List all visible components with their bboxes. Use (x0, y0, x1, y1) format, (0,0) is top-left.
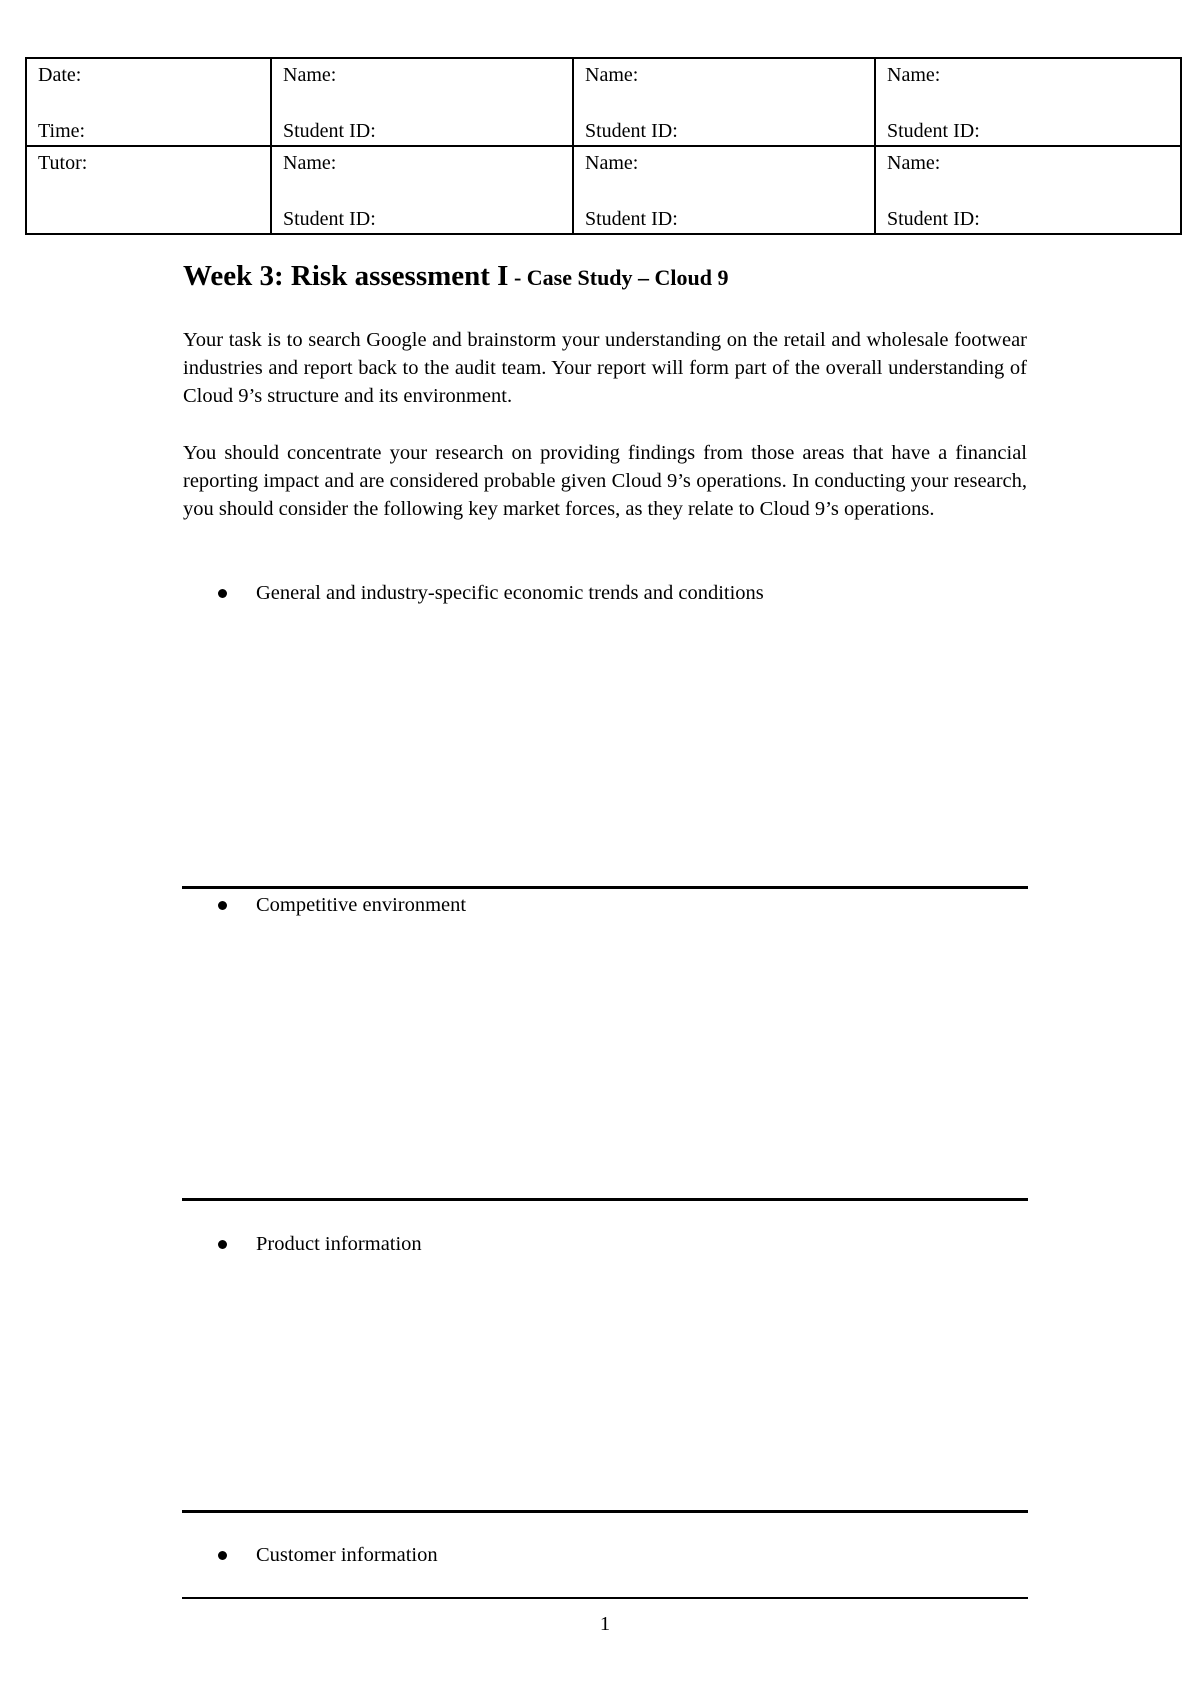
page-number: 1 (599, 1613, 611, 1635)
bullet-label: Competitive environment (256, 894, 467, 916)
name-label: Name: (283, 64, 337, 86)
time-label: Time: (38, 120, 86, 142)
bullet-label: Product information (256, 1233, 422, 1255)
name-label: Name: (887, 64, 941, 86)
student-id-label: Student ID: (283, 120, 376, 142)
title-separator: - (508, 265, 527, 290)
page-subtitle: Case Study – Cloud 9 (526, 265, 729, 290)
name-label: Name: (887, 152, 941, 174)
footer-divider (182, 1597, 1028, 1599)
student-id-label: Student ID: (887, 208, 980, 230)
student-id-label: Student ID: (585, 120, 678, 142)
task-paragraph: Your task is to search Google and brainstorm your understanding on the retail and wholesale footwear industries and report back to the audit team. Your report will form part of the overall understanding of Cloud 9’s structure and its environment. (183, 329, 1027, 407)
student-cell (573, 146, 875, 234)
student-cell (271, 146, 573, 234)
bullet-icon (218, 589, 227, 598)
date-time-cell (26, 58, 271, 146)
section-divider (182, 1198, 1028, 1201)
tutor-label: Tutor: (38, 152, 88, 174)
student-id-label: Student ID: (887, 120, 980, 142)
student-details-table (25, 57, 1182, 235)
student-id-label: Student ID: (585, 208, 678, 230)
name-label: Name: (585, 152, 639, 174)
name-label: Name: (283, 152, 337, 174)
bullet-icon (218, 1240, 227, 1249)
name-label: Name: (585, 64, 639, 86)
table-row (26, 146, 1181, 234)
student-cell (875, 146, 1181, 234)
student-cell (573, 58, 875, 146)
section-divider (182, 886, 1028, 889)
table-row (26, 58, 1181, 146)
instructions-paragraph: You should concentrate your research on providing findings from those areas that have a financial reporting impact and are considered probable given Cloud 9’s operations. In conducting your research, you should consider the following key market forces, as they relate to Cloud 9’s operations. (183, 442, 1027, 520)
section-divider (182, 1510, 1028, 1513)
student-cell (271, 58, 573, 146)
page-title-main: Week 3: Risk assessment I (183, 260, 509, 292)
date-label: Date: (38, 64, 82, 86)
page-title (183, 256, 1027, 298)
student-id-label: Student ID: (283, 208, 376, 230)
student-cell (875, 58, 1181, 146)
tutor-cell (26, 146, 271, 234)
bullet-label: Customer information (256, 1544, 438, 1566)
bullet-icon (218, 901, 227, 910)
bullet-icon (218, 1551, 227, 1560)
bullet-label: General and industry-specific economic trends and conditions (256, 582, 764, 604)
